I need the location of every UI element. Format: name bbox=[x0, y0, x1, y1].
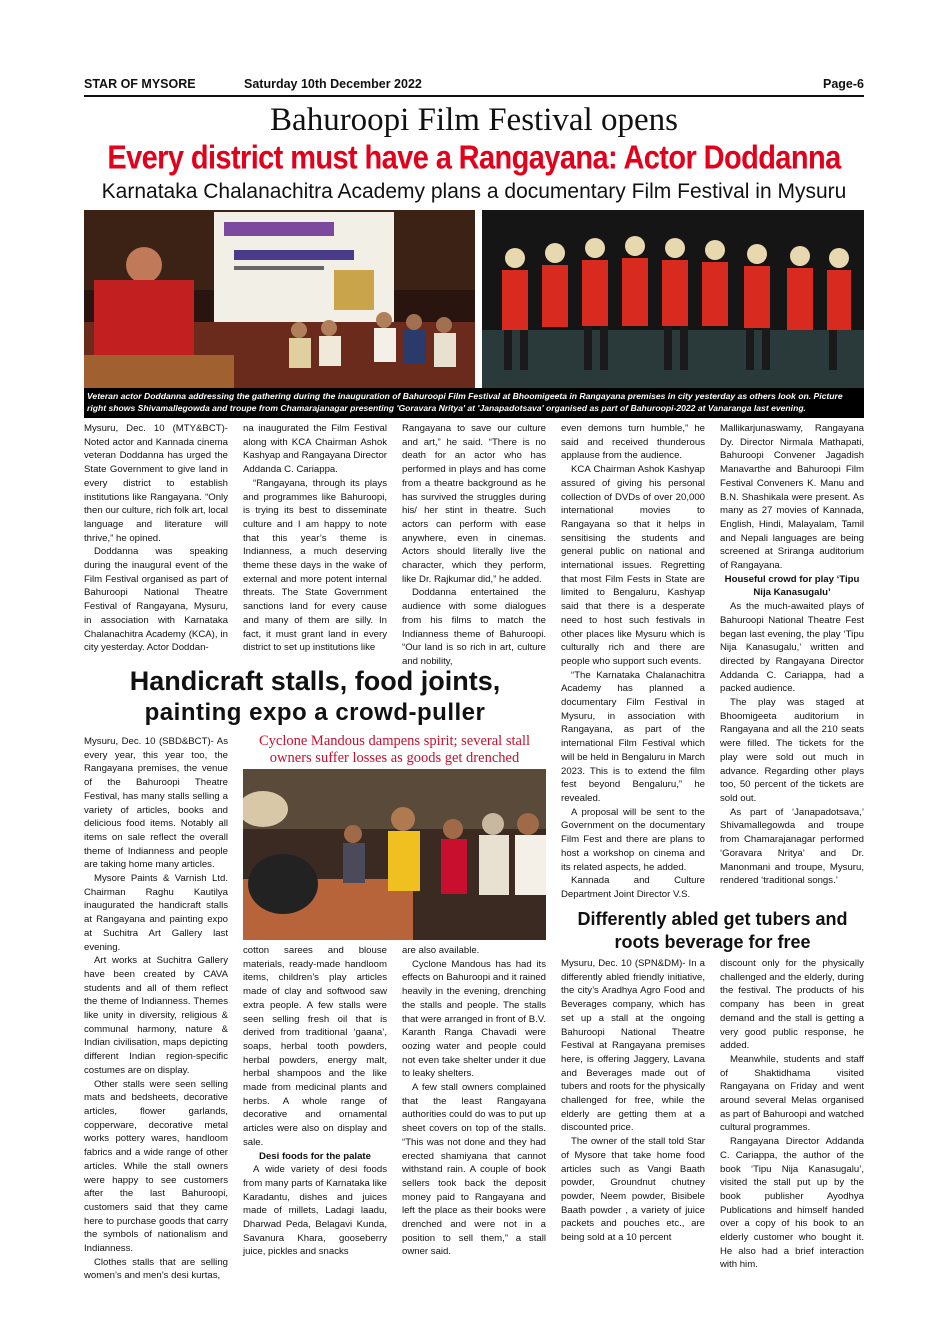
story2-column-3 bbox=[402, 944, 546, 1259]
paragraph: Doddanna entertained the audience with some dialogues from his films to match the Indianness theme of Bahuroopi. “Our land is so rich in art, culture and nobility, bbox=[402, 587, 546, 667]
photo-stalls-image bbox=[243, 769, 546, 940]
story2-headline bbox=[84, 666, 546, 728]
paragraph: Art works at Suchitra Gallery have been created by CAVA students and all of them reflect the theme of Indianness. Themes like unity in diversity, religious & communal harmony, nature & Indian civilisation, maps depicting different Indian region-specific costumes are on display. bbox=[84, 955, 228, 1076]
paragraph: discount only for the physically challenged and the elderly, during the festival. The products of his company has been in great demand and the stall is getting a very good public response, he added. bbox=[720, 958, 864, 1052]
page-number: Page-6 bbox=[823, 77, 864, 91]
story1-column-3 bbox=[402, 422, 546, 669]
story1-column-1 bbox=[84, 422, 228, 655]
subheading: Desi foods for the palate bbox=[259, 1150, 371, 1162]
paragraph: A wide variety of desi foods from many parts of Karnataka like Karadantu, dishes and juices made of millets, Ladagi laadu, Dharwad Peda, Belagavi Kunda, Savanura Khara, gooseberry juice, pickles and snacks bbox=[243, 1164, 387, 1258]
story1-headline: Every district must have a Rangayana: Actor Doddanna bbox=[107, 139, 841, 177]
photo-stalls bbox=[243, 769, 546, 940]
photo-dancers-image bbox=[482, 210, 864, 388]
paragraph: na inaugurated the Film Festival along with KCA Chairman Ashok Kashyap and Rangayana Director Addanda C. Cariappa. bbox=[243, 423, 387, 476]
paragraph: As part of ‘Janapadotsava,’ Shivamallegowda and troupe from Chamarajanagar performed ‘Goravara Nritya’ and Dr. Manonmani and troupe, Mysuru, rendered ‘traditional songs.’ bbox=[720, 806, 864, 887]
paragraph: As the much-awaited plays of Bahuroopi National Theatre Fest began last evening, the play ‘Tipu Nija Kanasugalu,’ written and directed by Rangayana Director Addanda C. Cariappa, had a packed audience. bbox=[720, 601, 864, 695]
story2-deck: Cyclone Mandous dampens spirit; several stall owners suffer losses as goods get drenched bbox=[258, 733, 531, 766]
story3-column-1 bbox=[561, 957, 705, 1245]
paragraph: Mallikarjunaswamy, Rangayana Dy. Director Nirmala Mathapati, Bahuroopi Convener Jagadish Manavarthe and Bahuroopi Film Festival Conveners K. Manu and B.N. Shashikala were present. As many as 27 movies of Kannada, English, Hindi, Malayalam, Tamil and Nepali languages are being screened at Sriranga auditorium of Rangayana. bbox=[720, 423, 864, 572]
paragraph: The play was staged at Bhoomigeeta auditorium in Rangayana and all the 210 seats were filled. The tickets for the play were sold out much in advance. Regarding other plays too, 50 percent of the tickets are sold out. bbox=[720, 697, 864, 804]
story1-column-4 bbox=[561, 422, 705, 902]
story2-headline-line1: Handicraft stalls, food joints, bbox=[129, 666, 501, 696]
paragraph: Mysuru, Dec. 10 (SPN&DM)- In a differently abled friendly initiative, the city’s Aradhya Agro Food and Beverages company, which has set up a stall at the ongoing Bahuroopi National Theatre Festival at Rangayana premises here, is offering Jaggery, Lavana and Beverages made out of tubers and roots for the physically challenged for free, while the elderly are getting them at a discounted price. bbox=[561, 958, 705, 1134]
photo-dancers bbox=[482, 210, 864, 388]
paragraph: are also available. bbox=[402, 945, 480, 956]
paragraph: Other stalls were seen selling mats and bedsheets, decorative articles, flower garlands, copperware, decorative metal works pottery wares, handloom fabrics and a wide range of other articles. While the stall owners were happy to see customers after the last Bahuroopi, customers said that they came here to purchase goods that carry the symbols of nationalism and Indianness. bbox=[84, 1078, 228, 1255]
story3-headline: Differently abled get tubers and roots beverage for free bbox=[577, 909, 848, 952]
photo-speaker bbox=[84, 210, 475, 388]
masthead bbox=[84, 77, 864, 97]
story1-column-5 bbox=[720, 422, 864, 888]
paragraph: Mysore Paints & Varnish Ltd. Chairman Raghu Kautilya inaugurated the handicraft stalls at Rangayana and painting expo at Suchitra Art Gallery last evening. bbox=[84, 873, 228, 953]
paragraph: Mysuru, Dec. 10 (MTY&BCT)- Noted actor and Kannada cinema veteran Doddanna has urged the State Government to give land in every district to establish institutions like Rangayana. “Only then our culture, rich folk art, local language and literature will thrive,” he opined. bbox=[84, 423, 228, 544]
paper-name: STAR OF MYSORE bbox=[84, 77, 196, 91]
story2-column-1 bbox=[84, 735, 228, 1283]
paragraph: Doddanna was speaking during the inaugural event of the Film Festival organised as part of Bahuroopi National Theatre Festival of Rangayana, Mysuru, in association with Karnataka Chalanachitra Academy (KCA), in city yesterday. Actor Doddan- bbox=[84, 546, 228, 654]
paragraph: Mysuru, Dec. 10 (SBD&BCT)- As every year, this year too, the Rangayana premises, the venue of the Bahuroopi Theatre Festival, has many stalls selling a variety of articles, books and delicious food items. Notably all items on sale reflect the overall theme of Indianness and people are taking home many articles. bbox=[84, 736, 228, 871]
subheading: Houseful crowd for play ‘Tipu Nija Kanasugalu’ bbox=[724, 573, 860, 599]
paragraph: A few stall owners complained that the least Rangayana authorities could do was to put up sheet covers on top of the stalls. “This was not done and they had erected shamiyana that cannot withstand rain. A couple of book sellers took back the deposit money paid to Rangayana and left the place as their books were drenched and were not in a position to sell them,” a stall owner said. bbox=[402, 1082, 546, 1258]
issue-date: Saturday 10th December 2022 bbox=[244, 77, 422, 91]
paragraph: Rangayana Director Addanda C. Cariappa, the author of the book ‘Tipu Nija Kanasugalu’, visited the stall put up by the book publisher Ayodhya Publications and himself handed over a copy of his book to an elderly customer who bought it. He also had a brief interaction with him. bbox=[720, 1136, 864, 1271]
paragraph: The owner of the stall told Star of Mysore that take home food articles such as Vangi Baath powder, Groundnut chutney powder, Neem powder, Bisibele Baath powder , a variety of juice packets and pouches etc., are being sold at a 10 percent bbox=[561, 1136, 705, 1244]
story1-kicker: Bahuroopi Film Festival opens bbox=[270, 102, 678, 138]
paragraph: Cyclone Mandous has had its effects on Bahuroopi and it rained heavily in the evening, drenching the stalls and people. The stalls that were arranged in front of B.V. Karanth Ranga Chavadi were oozing water and people could not even take shelter under it due to leaky shelters. bbox=[402, 958, 546, 1080]
paragraph: A proposal will be sent to the Government on the documentary Film Fest and there are plans to host a workshop on cinema and its related aspects, he added. bbox=[561, 806, 705, 873]
story1-column-2 bbox=[243, 422, 387, 655]
paragraph: KCA Chairman Ashok Kashyap assured of giving his personal collection of DVDs of over 20,000 international movies to Rangayana so that it helps in sensitising the students and general public on national and international issues. Regretting that most Film Fests in State are limited to Bengaluru, Kashyap said that there is a desperate need to host such festivals in other places like Mysuru which is culturally rich and there are people who support such events. bbox=[561, 464, 705, 667]
paragraph: Meanwhile, students and staff of Shaktidhama visited Rangayana on Friday and went around several Melas organised as part of Bahuroopi and watched cultural programmes. bbox=[720, 1053, 864, 1134]
story1-deck: Karnataka Chalanachitra Academy plans a documentary Film Festival in Mysuru bbox=[101, 180, 847, 203]
story2-headline-line2: painting expo a crowd-puller bbox=[144, 699, 486, 726]
paragraph: Kannada and Culture Department Joint Director V.S. bbox=[561, 875, 705, 900]
photo-caption: Veteran actor Doddanna addressing the gathering during the inauguration of Bahuroopi Film Festival at Bhoomigeeta in Rangayana premises in city yesterday as others look on. Picture right shows Shivamallegowda and troupe from Chamarajanagar presenting 'Goravara Nritya' at 'Janapadotsava' organised as part of Bahuroopi-2022 at Vanaranga last evening. bbox=[84, 388, 864, 418]
paragraph: Clothes stalls that are selling women’s and men’s desi kurtas, bbox=[84, 1256, 228, 1282]
paragraph: even demons turn humble,” he said and received thunderous applause from the audience. bbox=[561, 423, 705, 462]
story3-column-2 bbox=[720, 957, 864, 1272]
paragraph: “Rangayana, through its plays and programmes like Bahuroopi, is trying its best to disseminate culture and I am happy to note that this year’s theme is Indianness, a much deserving theme these days in the wake of external and more potent internal threats. The State Government sanctions land for every cause and many of them are silly. In fact, it must grant land in every district to set up institutions like bbox=[243, 477, 387, 654]
story2-column-2 bbox=[243, 944, 387, 1259]
paragraph: Rangayana to save our culture and art,” he said. “There is no death for an actor who has performed in plays and has come from a theatre background as he has survived the struggles during his/ her stint in theatre. Such actors can perform with ease anywhere, even in cinemas. Actors should literally live the character, which they perform, like Dr. Rajkumar did,” he added. bbox=[402, 423, 546, 585]
paragraph: “The Karnataka Chalanachitra Academy has planned a documentary Film Festival in Mysuru, in association with Rangayana, as part of the international Film Festival which will be held in Bengaluru in March 2023. This is to extend the film fest beyond Bengaluru,” he revealed. bbox=[561, 669, 705, 804]
paragraph: cotton sarees and blouse materials, ready-made handloom items, children’s play articles made of clay and softwood saw extra people. A few stalls were seen selling fresh oil that is derived from traditional ‘gaana’, soaps, herbal tooth powders, herbal powders, energy malt, herbal shampoos and the like made from medicinal plants and herbs. A whole range of decorative and ornamental articles were also on display and sale. bbox=[243, 945, 387, 1148]
photo-speaker-image bbox=[84, 210, 475, 388]
